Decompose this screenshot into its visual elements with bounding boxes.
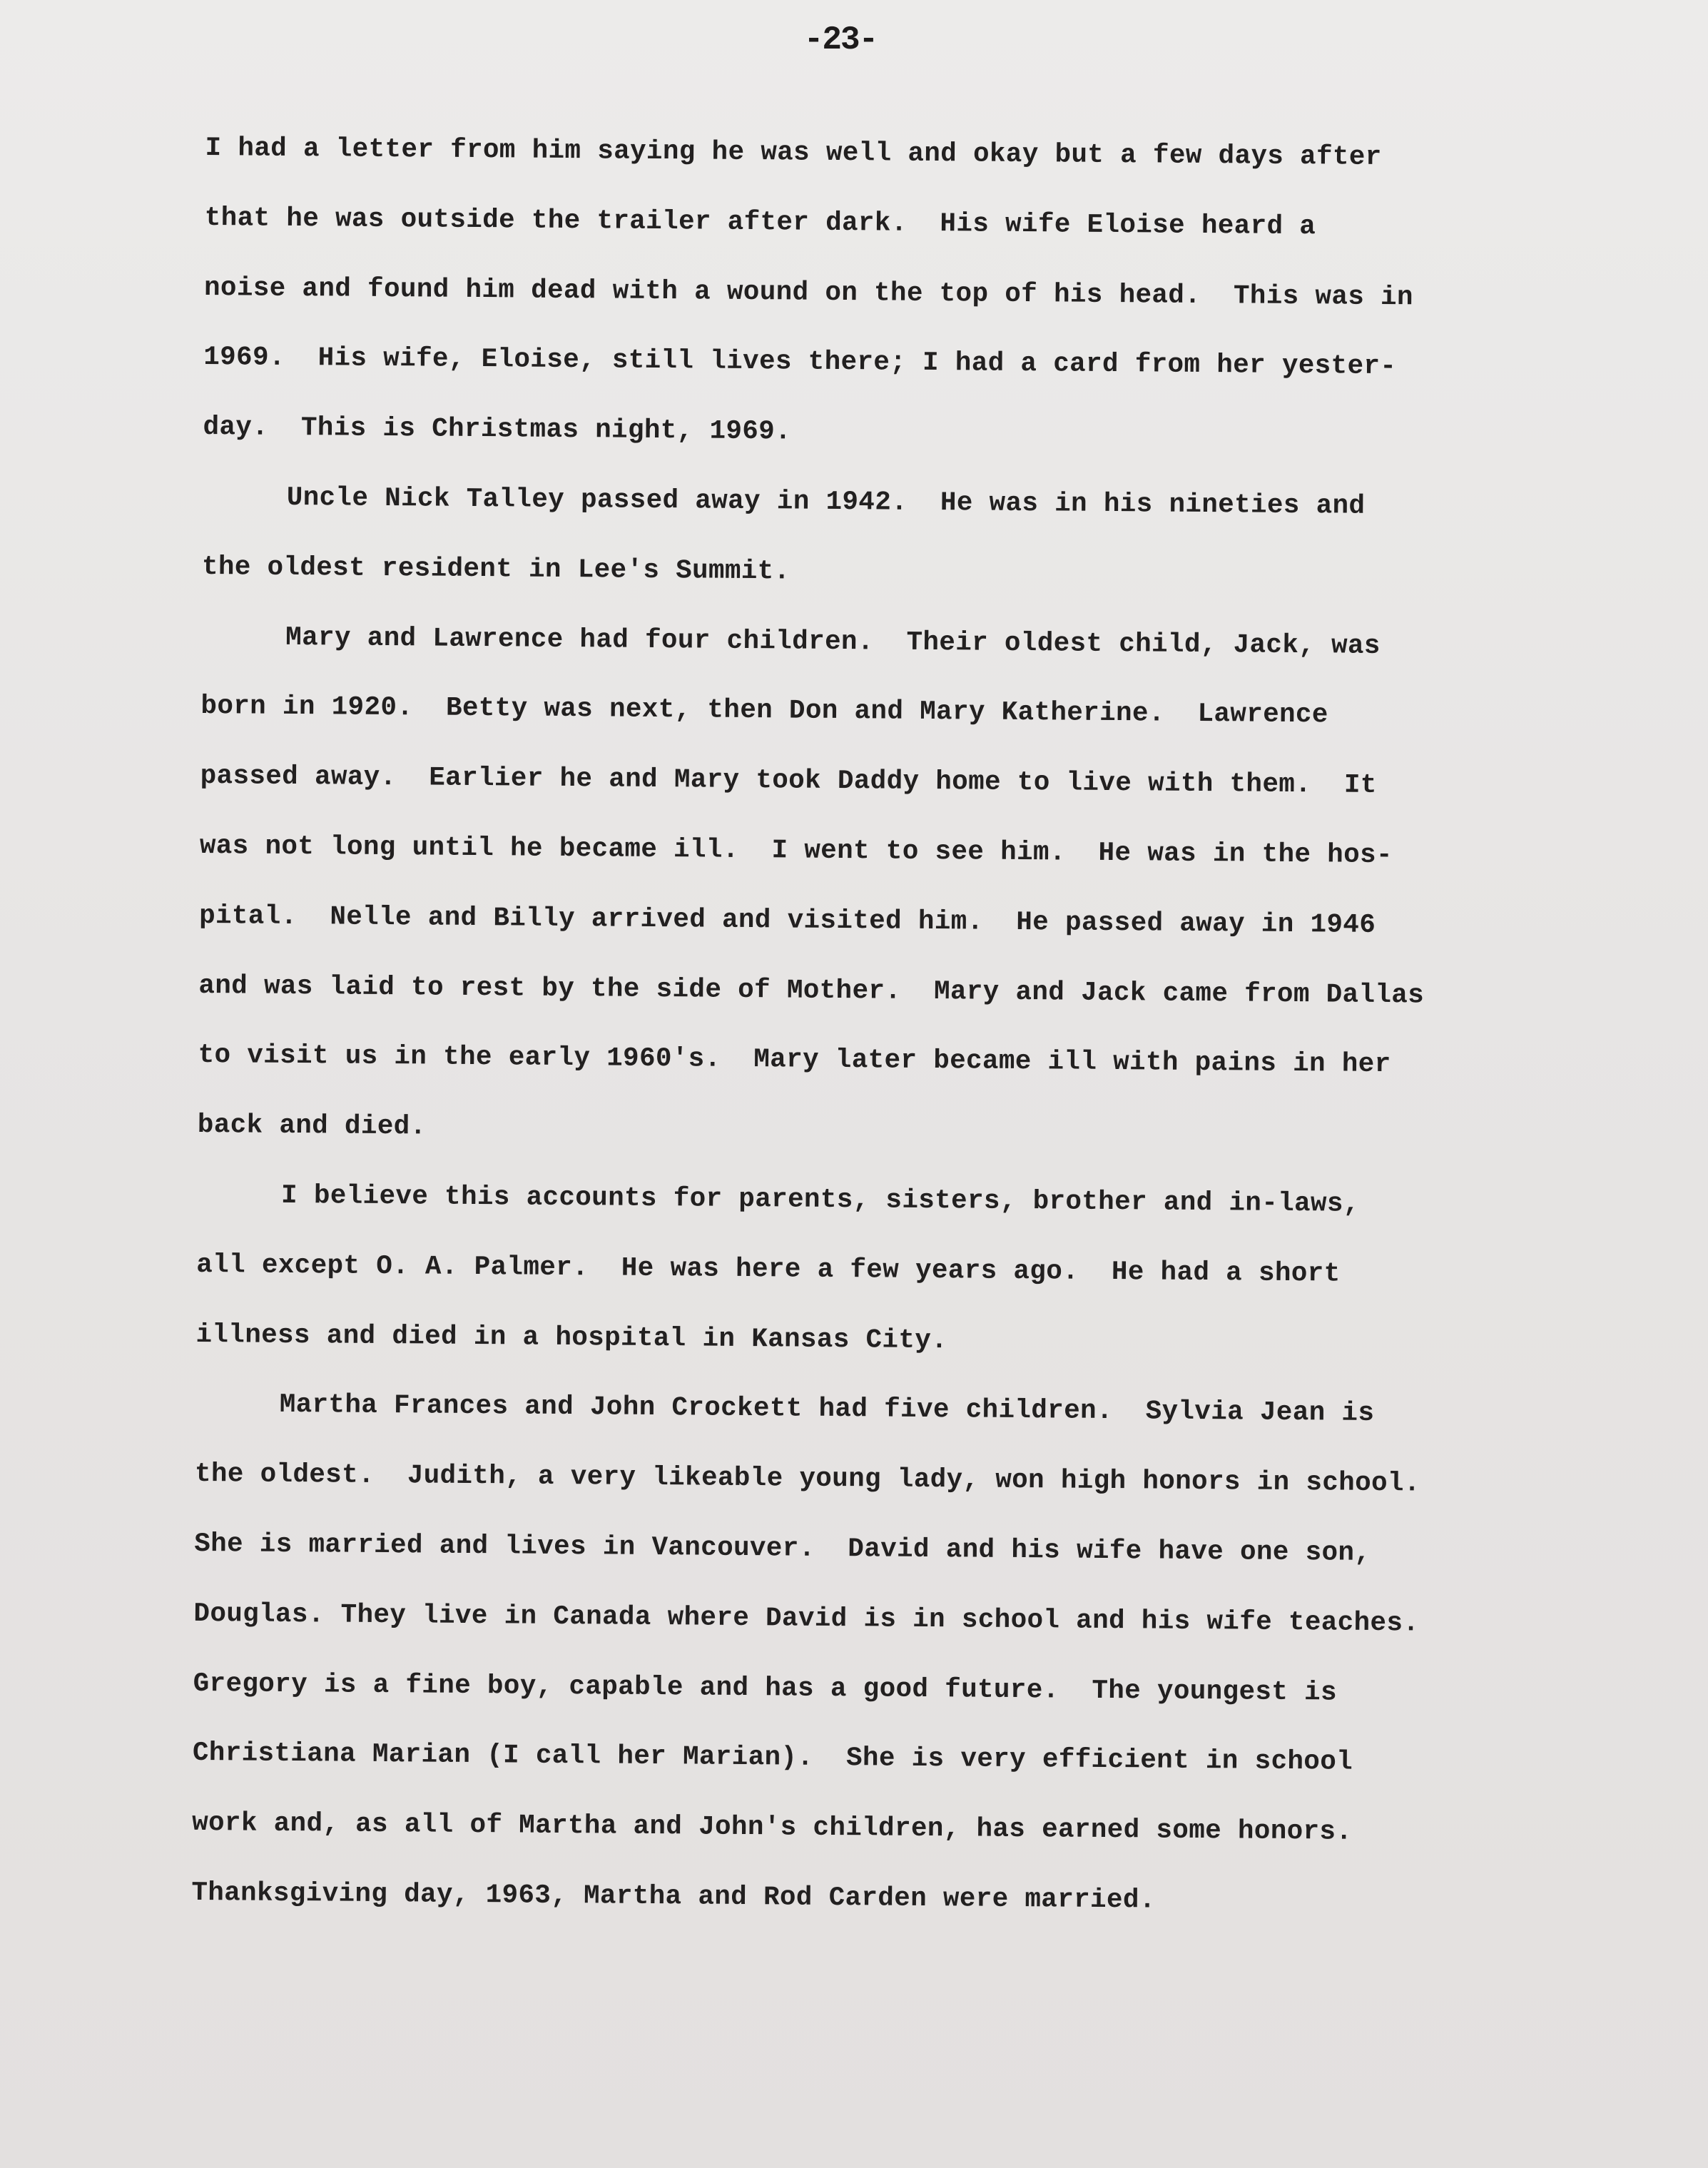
text-line: work and, as all of Martha and John's children, has earned some honors. <box>192 1808 1353 1848</box>
text-line: Gregory is a fine boy, capable and has a good future. The youngest is <box>193 1668 1338 1708</box>
body-text <box>191 114 1561 1940</box>
text-line: Douglas. They live in Canada where David is in school and his wife teaches. <box>193 1599 1420 1639</box>
paragraph-first-line: Mary and Lawrence had four children. Their oldest child, Jack, was <box>285 622 1381 662</box>
text-line: and was laid to rest by the side of Mother. Mary and Jack came from Dallas <box>198 971 1425 1011</box>
text-line: that he was outside the trailer after dark. His wife Eloise heard a <box>204 203 1316 243</box>
text-line: noise and found him dead with a wound on the top of his head. This was in <box>203 273 1414 313</box>
text-line: Thanksgiving day, 1963, Martha and Rod Carden were married. <box>191 1878 1156 1916</box>
paragraph-first-line: Martha Frances and John Crockett had five children. Sylvia Jean is <box>279 1390 1375 1429</box>
text-line: 1969. His wife, Eloise, still lives there; I had a card from her yester- <box>203 343 1397 383</box>
text-line: the oldest resident in Lee's Summit. <box>201 552 791 587</box>
text-line: back and died. <box>197 1110 427 1143</box>
text-line: pital. Nelle and Billy arrived and visited him. He passed away in 1946 <box>199 901 1376 941</box>
text-line: day. This is Christmas night, 1969. <box>203 412 792 447</box>
text-line: all except O. A. Palmer. He was here a few years ago. He had a short <box>196 1250 1341 1290</box>
text-line: the oldest. Judith, a very likeable young lady, won high honors in school. <box>194 1459 1420 1499</box>
text-line: illness and died in a hospital in Kansas City. <box>195 1319 948 1356</box>
text-line: I had a letter from him saying he was well and okay but a few days after <box>205 133 1382 173</box>
text-line: born in 1920. Betty was next, then Don and Mary Katherine. Lawrence <box>200 692 1328 731</box>
text-line: passed away. Earlier he and Mary took Daddy home to live with them. It <box>200 761 1377 801</box>
text-line: was not long until he became ill. I went to see him. He was in the hos- <box>199 831 1393 871</box>
text-line: Christiana Marian (I call her Marian). She is very efficient in school <box>192 1738 1353 1778</box>
text-line: She is married and lives in Vancouver. David and his wife have one son, <box>194 1529 1371 1569</box>
paragraph-first-line: Uncle Nick Talley passed away in 1942. He was in his nineties and <box>286 482 1366 522</box>
paragraph-first-line: I believe this accounts for parents, sisters, brother and in-laws, <box>280 1180 1360 1220</box>
text-line: to visit us in the early 1960's. Mary later became ill with pains in her <box>198 1040 1391 1080</box>
page-number: -23- <box>803 21 878 59</box>
